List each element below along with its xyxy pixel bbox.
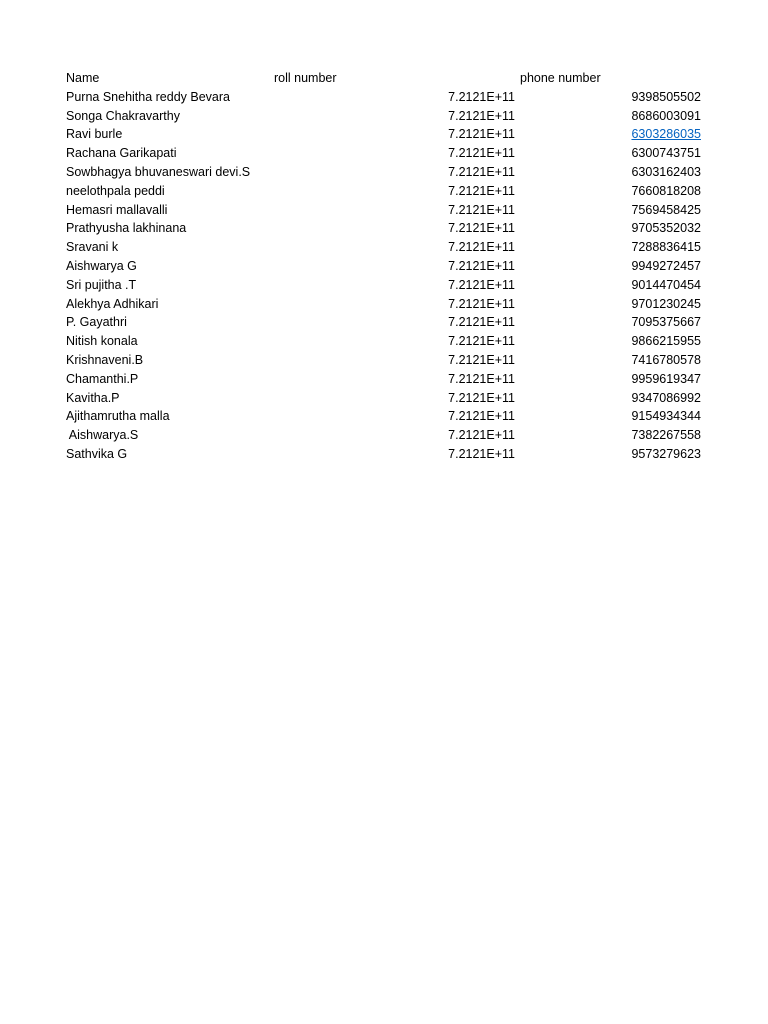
roll-number-cell: 7.2121E+11 <box>448 164 515 179</box>
roll-number-cell: 7.2121E+11 <box>448 89 515 104</box>
student-name-cell: Songa Chakravarthy <box>66 108 180 123</box>
student-name-cell: Sri pujitha .T <box>66 277 137 292</box>
student-name-cell: neelothpala peddi <box>66 183 165 198</box>
phone-number-cell: 9014470454 <box>631 277 701 292</box>
table-row <box>0 201 768 220</box>
roll-number-cell: 7.2121E+11 <box>448 183 515 198</box>
student-name-cell: Hemasri mallavalli <box>66 202 168 217</box>
phone-number-link[interactable]: 6303286035 <box>631 127 701 142</box>
roll-number-cell: 7.2121E+11 <box>448 296 515 311</box>
phone-number-cell: 6300743751 <box>631 146 701 161</box>
table-row <box>0 313 768 332</box>
student-name-cell: P. Gayathri <box>66 315 127 330</box>
student-name-cell: Rachana Garikapati <box>66 146 177 161</box>
header-row <box>0 69 768 88</box>
phone-number-cell: 7382267558 <box>631 428 701 443</box>
roll-number-cell: 7.2121E+11 <box>448 127 515 142</box>
table-row <box>0 238 768 257</box>
table-row <box>0 389 768 408</box>
table-row <box>0 125 768 144</box>
student-name-cell: Alekhya Adhikari <box>66 296 159 311</box>
phone-number-cell: 9949272457 <box>631 258 701 273</box>
student-name-cell: Sathvika G <box>66 446 128 461</box>
roll-number-cell: 7.2121E+11 <box>448 446 515 461</box>
phone-number-cell: 7288836415 <box>631 240 701 255</box>
roll-number-cell: 7.2121E+11 <box>448 352 515 367</box>
phone-number-cell: 9573279623 <box>631 446 701 461</box>
phone-number-column-header: phone number <box>520 71 601 85</box>
phone-number-cell: 7660818208 <box>631 183 701 198</box>
table-row <box>0 257 768 276</box>
name-column-header: Name <box>66 71 100 85</box>
roll-number-cell: 7.2121E+11 <box>448 390 515 405</box>
table-row <box>0 332 768 351</box>
phone-number-cell: 9347086992 <box>631 390 701 405</box>
table-row <box>0 219 768 238</box>
phone-number-cell: 9705352032 <box>631 221 701 236</box>
roll-number-cell: 7.2121E+11 <box>448 315 515 330</box>
student-name-cell: Aishwarya G <box>66 258 137 273</box>
roll-number-cell: 7.2121E+11 <box>448 409 515 424</box>
student-name-cell: Chamanthi.P <box>66 371 139 386</box>
roll-number-cell: 7.2121E+11 <box>448 240 515 255</box>
roll-number-cell: 7.2121E+11 <box>448 258 515 273</box>
roll-number-column-header: roll number <box>274 71 337 85</box>
student-name-cell: Ravi burle <box>66 127 123 142</box>
student-name-cell: Aishwarya.S <box>66 428 139 443</box>
phone-number-cell: 6303162403 <box>631 164 701 179</box>
phone-number-cell: 7416780578 <box>631 352 701 367</box>
student-name-cell: Krishnaveni.B <box>66 352 144 367</box>
table-row <box>0 370 768 389</box>
phone-number-cell: 9866215955 <box>631 334 701 349</box>
table-row <box>0 182 768 201</box>
phone-number-cell: 8686003091 <box>631 108 701 123</box>
student-name-cell: Purna Snehitha reddy Bevara <box>66 89 230 104</box>
phone-number-cell: 9154934344 <box>631 409 701 424</box>
roll-number-cell: 7.2121E+11 <box>448 428 515 443</box>
table-row <box>0 88 768 107</box>
table-row <box>0 276 768 295</box>
roll-number-cell: 7.2121E+11 <box>448 221 515 236</box>
roll-number-cell: 7.2121E+11 <box>448 277 515 292</box>
roll-number-cell: 7.2121E+11 <box>448 108 515 123</box>
table-row <box>0 144 768 163</box>
student-name-cell: Sowbhagya bhuvaneswari devi.S <box>66 164 251 179</box>
phone-number-cell: 9398505502 <box>631 89 701 104</box>
table-row <box>0 351 768 370</box>
student-name-cell: Ajithamrutha malla <box>66 409 170 424</box>
student-name-cell: Prathyusha lakhinana <box>66 221 187 236</box>
phone-number-cell: 9701230245 <box>631 296 701 311</box>
table-row <box>0 107 768 126</box>
phone-number-cell: 9959619347 <box>631 371 701 386</box>
roll-number-cell: 7.2121E+11 <box>448 334 515 349</box>
table-row <box>0 426 768 445</box>
student-contact-sheet <box>0 69 768 464</box>
phone-number-cell: 7569458425 <box>631 202 701 217</box>
roll-number-cell: 7.2121E+11 <box>448 371 515 386</box>
student-name-cell: Kavitha.P <box>66 390 120 405</box>
roll-number-cell: 7.2121E+11 <box>448 202 515 217</box>
table-row <box>0 445 768 464</box>
table-body <box>0 88 768 464</box>
phone-number-cell: 7095375667 <box>631 315 701 330</box>
roll-number-cell: 7.2121E+11 <box>448 146 515 161</box>
student-name-cell: Sravani k <box>66 240 119 255</box>
table-row <box>0 295 768 314</box>
table-row <box>0 163 768 182</box>
table-row <box>0 407 768 426</box>
student-name-cell: Nitish konala <box>66 334 138 349</box>
